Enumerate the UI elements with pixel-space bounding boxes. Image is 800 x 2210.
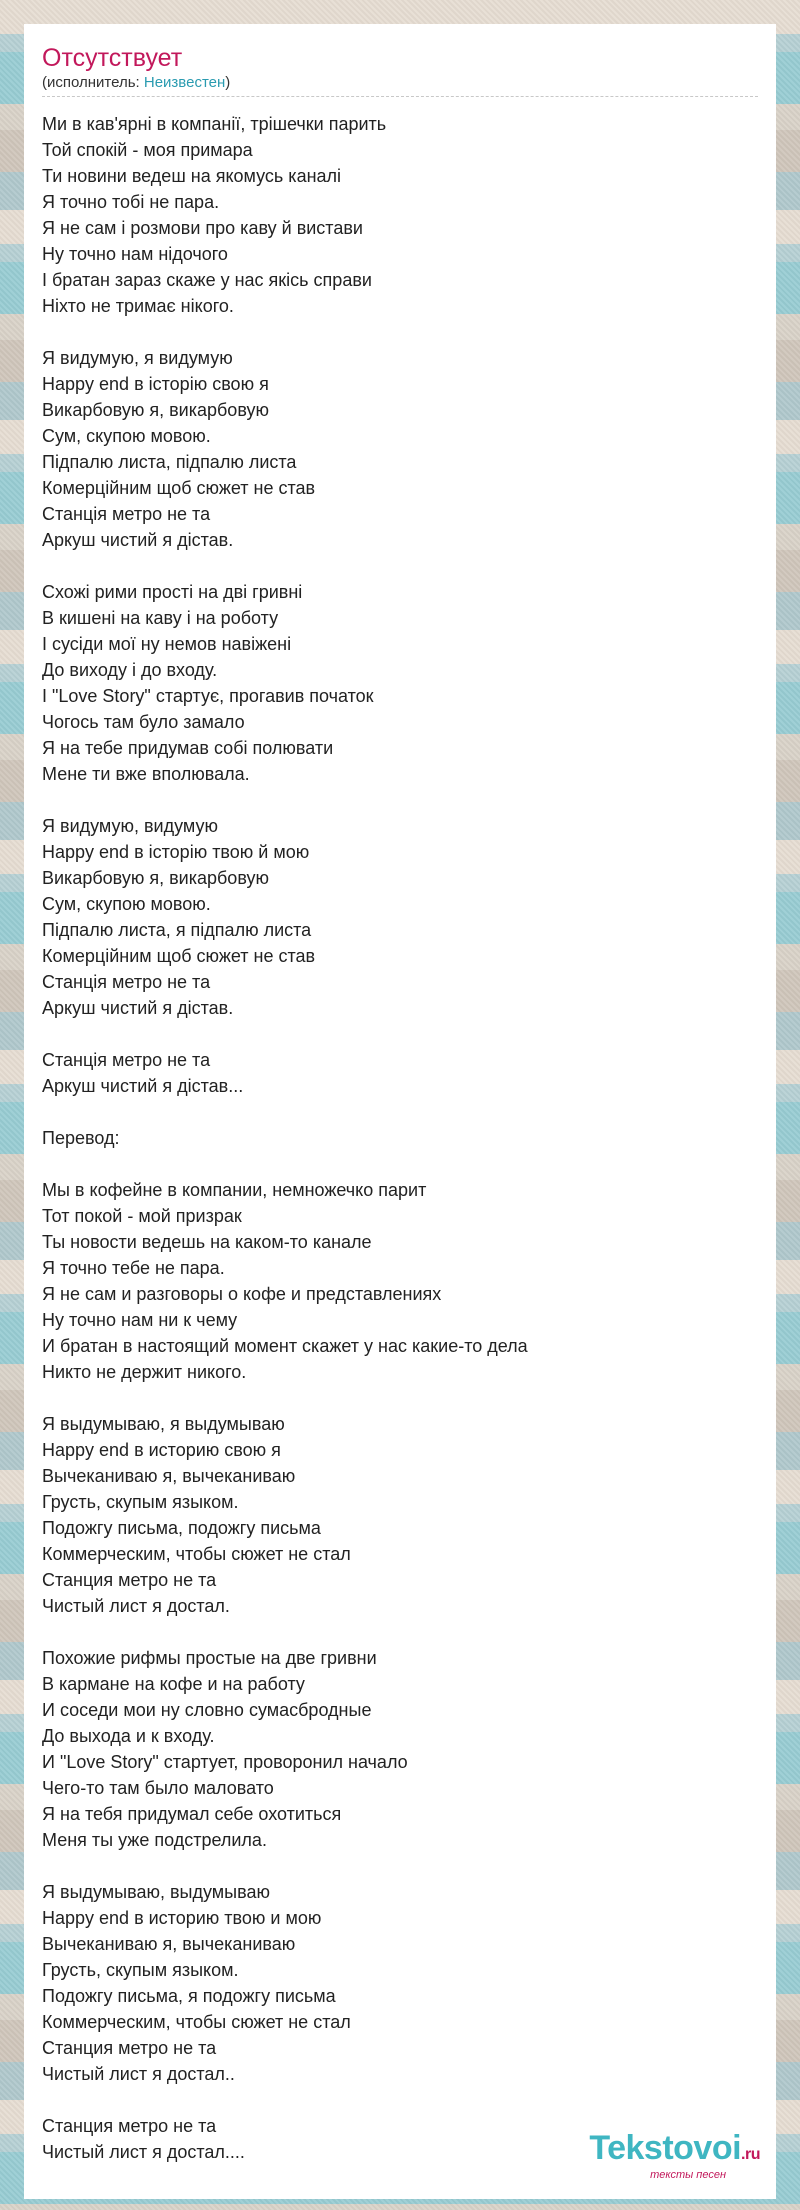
meta-suffix: ) [225,74,231,91]
logo-tld: .ru [741,2146,760,2163]
site-logo[interactable] [589,2130,760,2181]
lyrics-text: Ми в кав'ярні в компанії, трішечки парить Той спокій - моя примара Ти новини ведеш на якомусь каналі Я точно тобі не пара. Я не сам і розмови про каву й вистави Ну точно нам нідочого І братан зараз скаже у нас якісь справи Ніхто не тримає нікого. Я видумую, я видумую Happy end в історію свою я Викарбовую я, викарбовую Сум, скупою мовою. Підпалю листа, підпалю листа Комерційним щоб сюжет не став Станція метро не та Аркуш чистий я дістав. Схожі рими прості на дві гривні В кишені на каву і на роботу І сусіди мої ну немов навіжені До виходу і до входу. І "Love Story" стартує, прогавив початок Чогось там було замало Я на тебе придумав собі полювати Мене ти вже вполювала. Я видумую, видумую Happy end в історію твою й мою Викарбовую я, викарбовую Сум, скупою мовою. Підпалю листа, я підпалю листа Комерційним щоб сюжет не став Станція метро не та Аркуш чистий я дістав. Станція метро не та Аркуш чистий я дістав... Перевод: Мы в кофейне в компании, немножечко парит Тот покой - мой призрак Ты новости ведешь на каком-то канале Я точно тебе не пара. Я не сам и разговоры о кофе и представлениях Ну точно нам ни к чему И братан в настоящий момент скажет у нас какие-то дела Никто не держит никого. Я выдумываю, я выдумываю Happy end в историю свою я Вычеканиваю я, вычеканиваю Грусть, скупым языком. Подожгу письма, подожгу письма Коммерческим, чтобы сюжет не стал Станция метро не та Чистый лист я достал. Похожие рифмы простые на две гривни В кармане на кофе и на работу И соседи мои ну словно сумасбродные До выхода и к входу. И "Love Story" стартует, проворонил начало Чего-то там было маловато Я на тебя придумал себе охотиться Меня ты уже подстрелила. Я выдумываю, выдумываю Happy end в историю твою и мою Вычеканиваю я, вычеканиваю Грусть, скупым языком. Подожгу письма, я подожгу письма Коммерческим, чтобы сюжет не стал Станция метро не та Чистый лист я достал.. Станция метро не та Чистый лист я достал.... [42,114,528,2162]
song-meta [42,74,758,97]
lyrics-card [24,24,776,2199]
meta-prefix: (исполнитель: [42,74,144,91]
logo-name: Tekstovoi [589,2129,742,2167]
song-title: Отсутствует [42,44,183,72]
logo-tagline: тексты песен [650,2169,726,2181]
logo-wordmark [589,2130,760,2173]
artist-link[interactable]: Неизвестен [143,74,226,91]
